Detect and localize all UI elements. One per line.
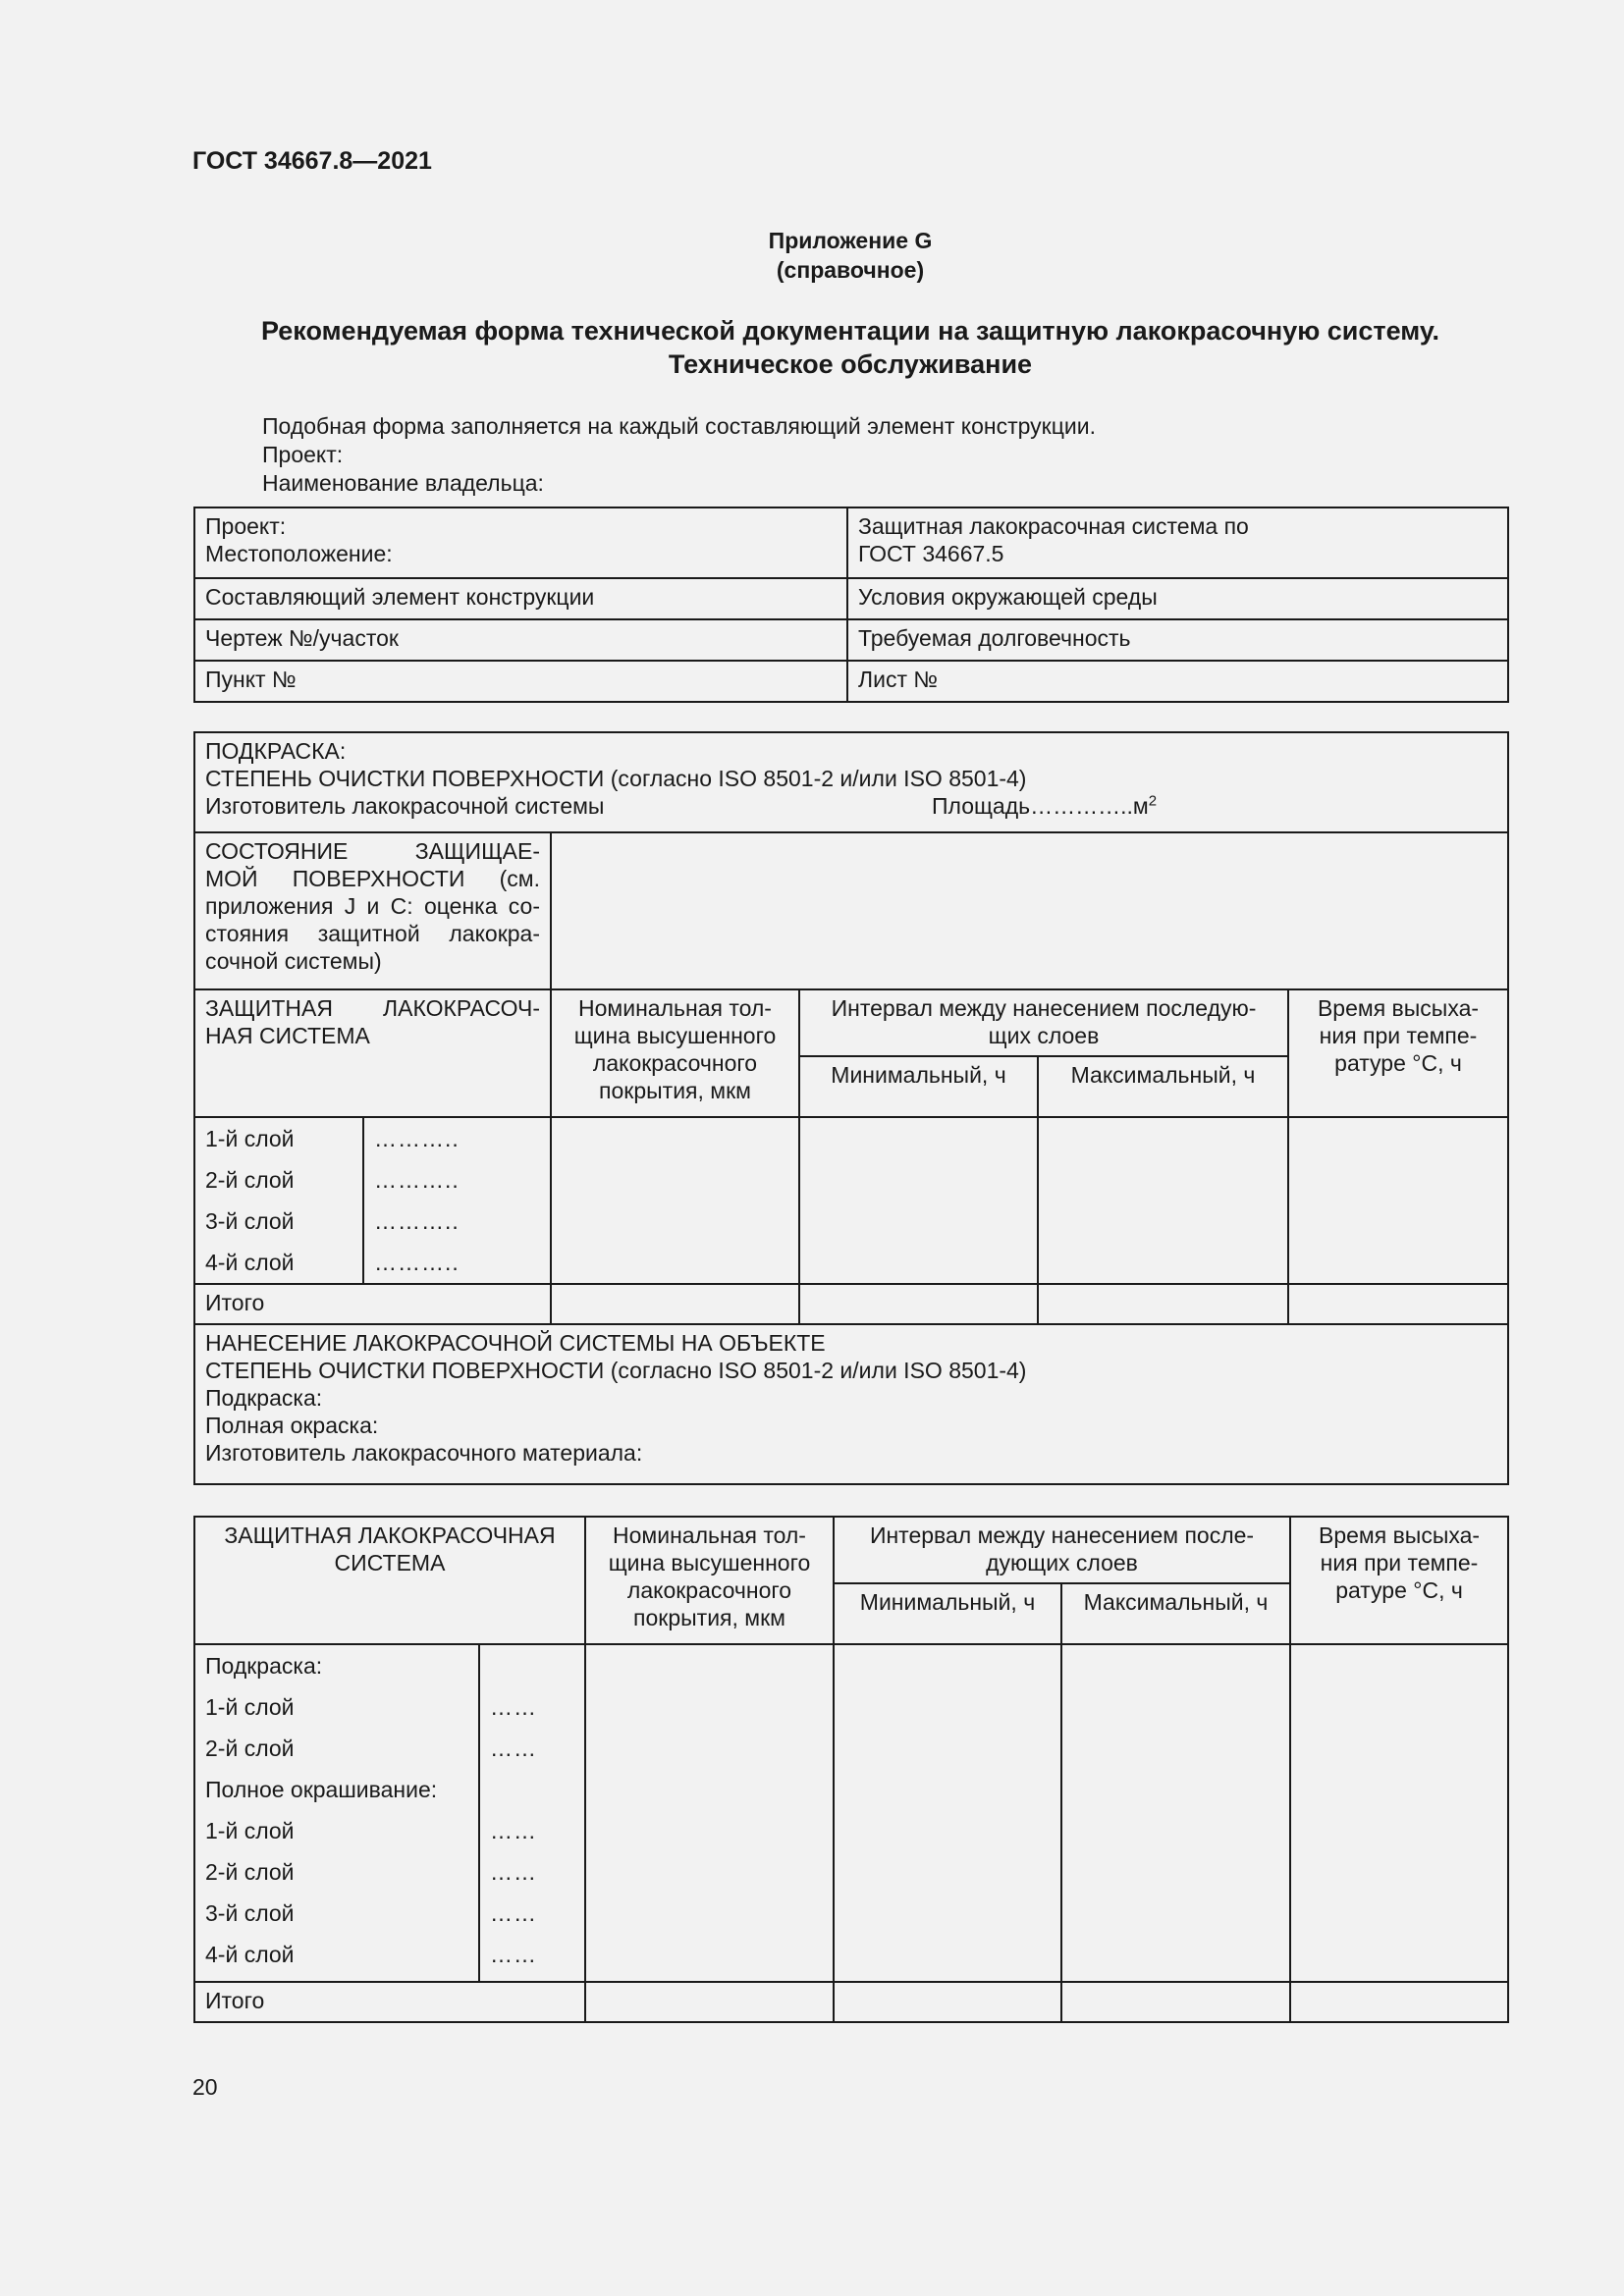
page-number: 20 [192,2074,218,2100]
max-interval-header: Максимальный, ч [1038,1056,1288,1117]
paint-system-label-cell: ЗАЩИТНАЯ ЛАКОКРАСОЧНАЯ СИСТЕМА [194,1517,585,1644]
table-row [194,1517,1508,1583]
table-row [194,507,1508,578]
table-row [194,1644,1508,1982]
layer-thickness-cell [551,1117,799,1284]
layer-products-cell: ……….. ……….. ……….. ……….. [363,1117,551,1284]
nominal-thickness-header: Номинальная тол- щина высушенного лакокрасочного покрытия, мкм [551,989,799,1117]
intro-line: Наименование владельца: [262,470,544,496]
table-row [194,989,1508,1056]
structural-element-cell: Составляющий элемент конструкции [194,578,847,619]
touch-up-header-cell: ПОДКРАСКА: СТЕПЕНЬ ОЧИСТКИ ПОВЕРХНОСТИ (согласно ISO 8501-2 и/или ISO 8501-4) Изготовитель лакокрасочной системы $Площадь\dots\dots\dots\dots..м^2$ [194,732,1508,832]
surface-state-value-cell [551,832,1508,989]
max-interval-header: Максимальный, ч [1061,1583,1290,1644]
table-row [194,578,1508,619]
recoat-interval-header: Интервал между нанесением последую- щих слоев [799,989,1288,1056]
total-max-cell [1061,1982,1290,2022]
project-location-cell: Проект: Местоположение: [194,507,847,578]
layer-drying-cell [1290,1644,1508,1982]
table-row [194,1982,1508,2022]
nominal-thickness-header: Номинальная тол- щина высушенного лакокрасочного покрытия, мкм [585,1517,834,1644]
sheet-number-cell: Лист № [847,661,1508,702]
table-row [194,661,1508,702]
table-row [194,1324,1508,1484]
total-drying-cell [1290,1982,1508,2022]
total-label-cell: Итого [194,1982,585,2022]
area-field: $Площадь\dots\dots\dots\dots..м^2$ [932,792,1158,819]
drying-time-header: Время высыха- ния при темпе- ратуре °C, ч [1288,989,1508,1117]
layer-names-cell: Подкраска: 1-й слой 2-й слой Полное окрашивание: 1-й слой 2-й слой 3-й слой 4-й слой [194,1644,479,1982]
intro-text [262,412,1096,498]
paint-system-standard-cell: Защитная лакокрасочная система по ГОСТ 34667.5 [847,507,1508,578]
annex-label: Приложение G [768,228,933,253]
required-durability-cell: Требуемая долговечность [847,619,1508,661]
drawing-section-cell: Чертеж №/участок [194,619,847,661]
layer-max-interval-cell [1038,1117,1288,1284]
total-label-cell: Итого [194,1284,551,1324]
table-row [194,732,1508,832]
surface-state-label-cell: СОСТОЯНИЕ ЗАЩИЩАЕ- МОЙ ПОВЕРХНОСТИ (см. приложения J и C: оценка со- стояния защитной лакокра- сочной системы) [194,832,551,989]
layer-min-interval-cell [834,1644,1061,1982]
total-thickness-cell [585,1982,834,2022]
title-line-1: Рекомендуемая форма технической документации на защитную лакокрасочную систему. [260,316,1440,346]
paint-system-table [193,1516,1509,2023]
layer-products-cell: …… …… …… …… …… …… [479,1644,585,1982]
table-row [194,1117,1508,1284]
page-title [192,314,1508,381]
layer-max-interval-cell [1061,1644,1290,1982]
paint-system-label-cell: ЗАЩИТНАЯ ЛАКОКРАСОЧ- НАЯ СИСТЕМА [194,989,551,1117]
recoat-interval-header: Интервал между нанесением после- дующих слоев [834,1517,1290,1583]
total-thickness-cell [551,1284,799,1324]
min-interval-header: Минимальный, ч [834,1583,1061,1644]
layer-drying-cell [1288,1117,1508,1284]
title-line-2: Техническое обслуживание [668,349,1033,379]
table-row [194,619,1508,661]
intro-line: Проект: [262,442,344,467]
layer-min-interval-cell [799,1117,1038,1284]
layer-names-cell: 1-й слой 2-й слой 3-й слой 4-й слой [194,1117,363,1284]
item-number-cell: Пункт № [194,661,847,702]
document-header: ГОСТ 34667.8—2021 [192,147,432,175]
table-row [194,832,1508,989]
min-interval-header: Минимальный, ч [799,1056,1038,1117]
total-max-cell [1038,1284,1288,1324]
layer-thickness-cell [585,1644,834,1982]
total-min-cell [799,1284,1038,1324]
environment-conditions-cell: Условия окружающей среды [847,578,1508,619]
table-row [194,1284,1508,1324]
annex-type: (справочное) [776,257,925,283]
project-info-table [193,507,1509,703]
total-drying-cell [1288,1284,1508,1324]
total-min-cell [834,1982,1061,2022]
drying-time-header: Время высыха- ния при темпе- ратуре °C, ч [1290,1517,1508,1644]
annex-heading [192,226,1508,285]
touch-up-table [193,731,1509,1485]
site-application-cell: НАНЕСЕНИЕ ЛАКОКРАСОЧНОЙ СИСТЕМЫ НА ОБЪЕКТЕ СТЕПЕНЬ ОЧИСТКИ ПОВЕРХНОСТИ (согласно ISO 8501-2 и/или ISO 8501-4) Подкраска: Полная окраска: Изготовитель лакокрасочного материала: [194,1324,1508,1484]
intro-line: Подобная форма заполняется на каждый составляющий элемент конструкции. [262,413,1096,439]
